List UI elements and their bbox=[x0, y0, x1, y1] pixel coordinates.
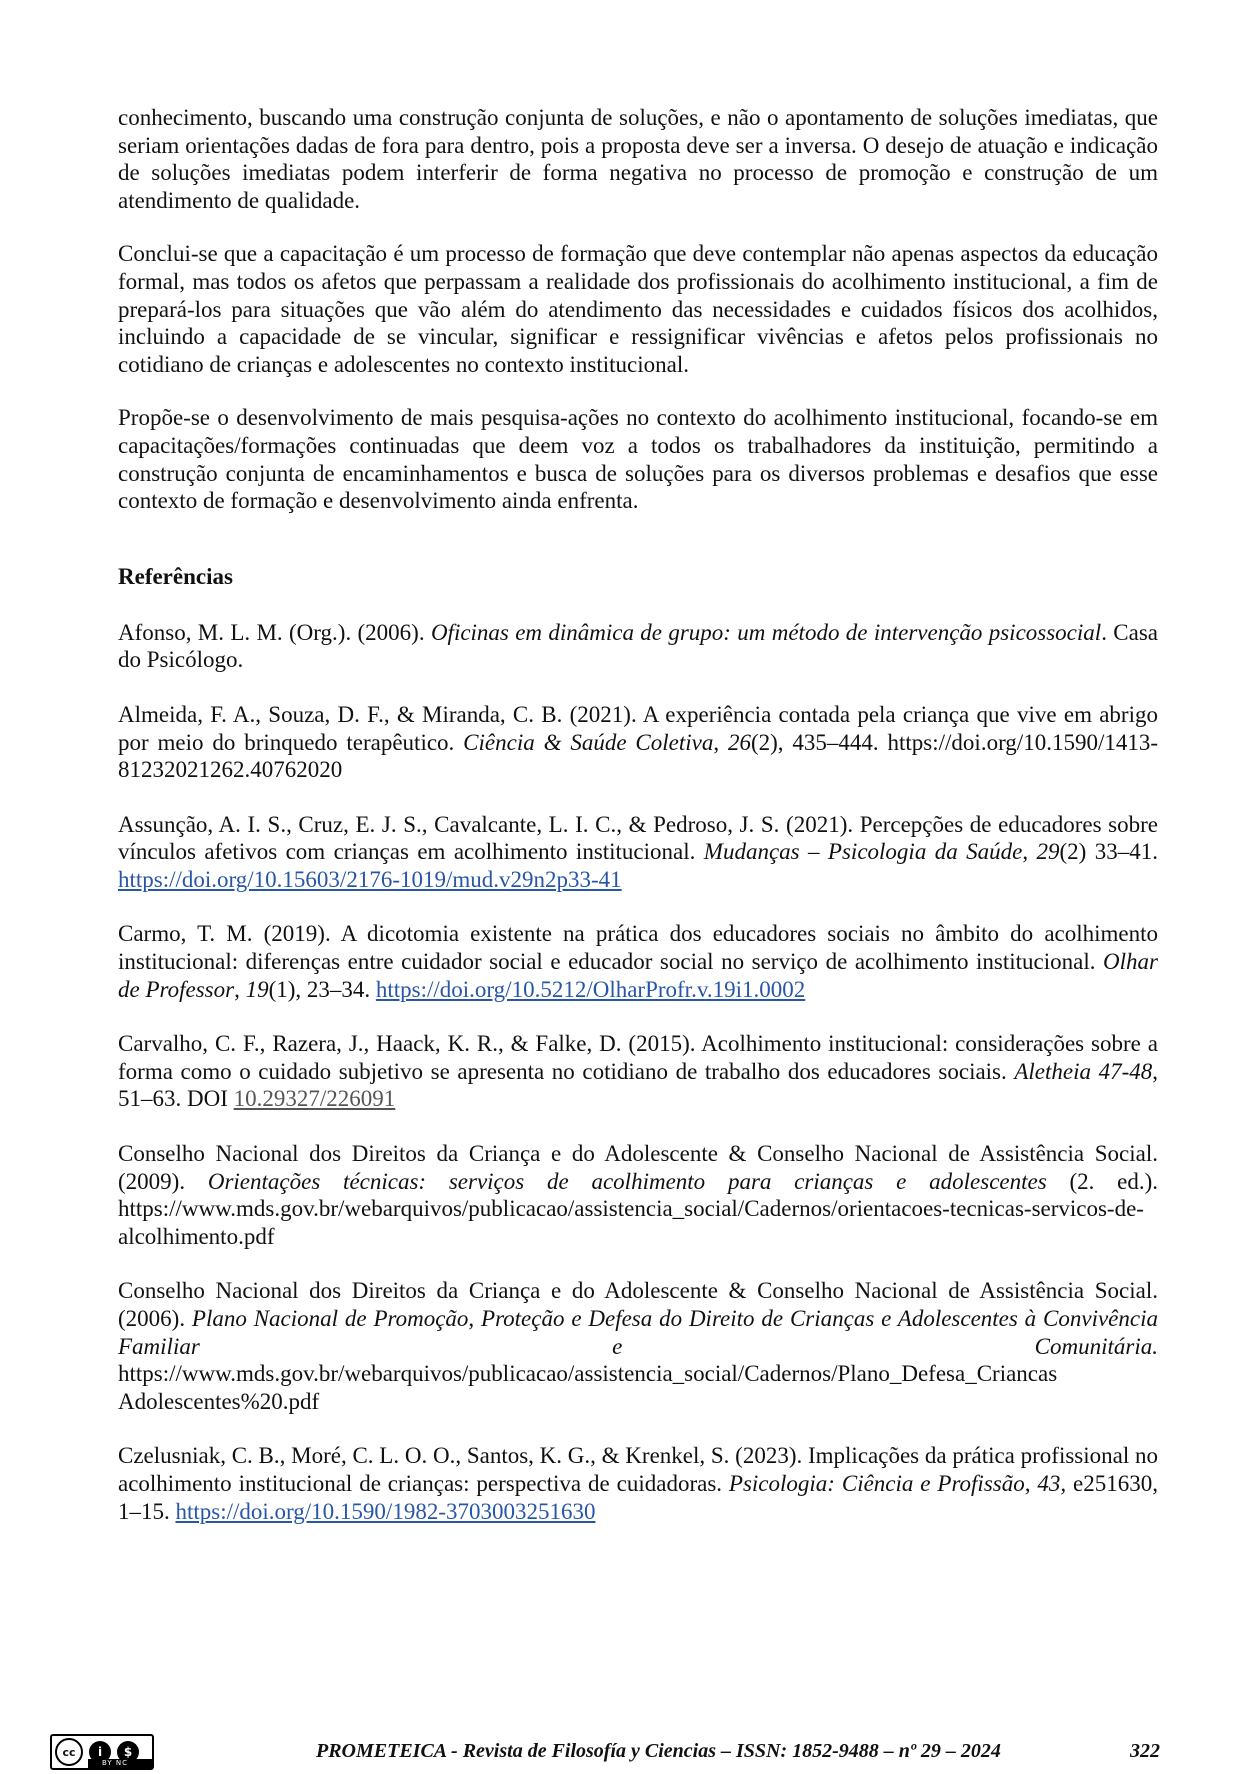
doi-link[interactable]: https://doi.org/10.1590/1982-3703003251630 bbox=[175, 1498, 596, 1524]
reference-item: Assunção, A. I. S., Cruz, E. J. S., Cavalcante, L. I. C., & Pedroso, J. S. (2021). Percepções de educadores sobre vínculos afetivos com crianças em acolhimento institucional. Mudanças – Psicologia da Saúde, 29(2) 33–41. https://doi.org/10.15603/2176-1019/mud.v29n2p33-41 bbox=[118, 811, 1158, 892]
reference-item: Conselho Nacional dos Direitos da Criança e do Adolescente & Conselho Nacional de Assistência Social. (2009). Orientações técnicas: serviços de acolhimento para crianças e adolescentes (2. ed.). https://www.mds.gov.br/webarquivos/publicacao/assistencia_social/Cadernos/orientacoes-tecnicas-servicos-de-alcolhimento.pdf bbox=[118, 1141, 1159, 1249]
doi-link[interactable]: https://doi.org/10.5212/OlharProfr.v.19i1.0002 bbox=[375, 976, 806, 1002]
reference-item: Czelusniak, C. B., Moré, C. L. O. O., Santos, K. G., & Krenkel, S. (2023). Implicações da prática profissional no acolhimento institucional de crianças: perspectiva de cuidadoras. Psicologia: Ciência e Profissão, 43, e251630, 1–15. https://doi.org/10.1590/1982-3703003251630 bbox=[118, 1443, 1158, 1524]
page-footer bbox=[50, 1734, 1160, 1774]
reference-item: Carvalho, C. F., Razera, J., Haack, K. R., & Falke, D. (2015). Acolhimento institucional: considerações sobre a forma como o cuidado subjetivo se apresenta no cotidiano de trabalho dos educadores sociais. Aletheia 47-48, 51–63. DOI 10.29327/226091 bbox=[118, 1031, 1158, 1112]
body-paragraph-3: Propõe-se o desenvolvimento de mais pesquisa-ações no contexto do acolhimento institucional, focando-se em capacitações/formações continuadas que deem voz a todos os trabalhadores da instituição, permitindo a construção conjunta de encaminhamentos e busca de soluções para os diversos problemas e desafios que esse contexto de formação e desenvolvimento ainda enfrenta. bbox=[118, 405, 1158, 514]
reference-item: Afonso, M. L. M. (Org.). (2006). Oficinas em dinâmica de grupo: um método de intervenção psicossocial. Casa do Psicólogo. bbox=[118, 619, 1158, 673]
page-content bbox=[118, 104, 1158, 1552]
reference-item: Conselho Nacional dos Direitos da Criança e do Adolescente & Conselho Nacional de Assistência Social. (2006). Plano Nacional de Promoção, Proteção e Defesa do Direito de Crianças e Adolescentes à Convivência Familiar e Comunitária. https://www.mds.gov.br/webarquivos/publicacao/assistencia_social/Cadernos/Plano_Defesa_Criancas Adolescentes%20.pdf bbox=[118, 1278, 1158, 1414]
reference-item: Almeida, F. A., Souza, D. F., & Miranda, C. B. (2021). A experiência contada pela criança que vive em abrigo por meio do brinquedo terapêutico. Ciência & Saúde Coletiva, 26(2), 435–444. https://doi.org/10.1590/1413-81232021262.40762020 bbox=[118, 701, 1158, 783]
creative-commons-license-icon bbox=[50, 1734, 154, 1770]
license-label: BY NC bbox=[88, 1759, 152, 1768]
references-heading: Referências bbox=[118, 563, 233, 589]
by-person-icon: i bbox=[89, 1741, 111, 1763]
body-paragraph-1: conhecimento, buscando uma construção conjunta de soluções, e não o apontamento de soluções imediatas, que seriam orientações dadas de fora para dentro, pois a proposta deve ser a inversa. O desejo de atuação e indicação de soluções imediatas podem interferir de forma negativa no processo de promoção e construção de um atendimento de qualidade. bbox=[118, 105, 1158, 213]
page-number: 322 bbox=[1130, 1740, 1160, 1762]
journal-citation: PROMETEICA - Revista de Filosofía y Ciencias – ISSN: 1852-9488 – nº 29 – 2024 bbox=[316, 1740, 1001, 1762]
doi-link[interactable]: https://doi.org/10.15603/2176-1019/mud.v29n2p33-41 bbox=[118, 866, 622, 892]
body-paragraph-2: Conclui-se que a capacitação é um processo de formação que deve contemplar não apenas aspectos da educação formal, mas todos os afetos que perpassam a realidade dos profissionais do acolhimento institucional, a fim de prepará-los para situações que vão além do atendimento das necessidades e cuidados físicos dos acolhidos, incluindo a capacidade de se vincular, significar e ressignificar vivências e afetos pelos profissionais no cotidiano de crianças e adolescentes no contexto institucional. bbox=[118, 241, 1158, 377]
noncommercial-icon: $ bbox=[117, 1741, 139, 1763]
reference-item: Carmo, T. M. (2019). A dicotomia existente na prática dos educadores sociais no âmbito do acolhimento institucional: diferenças entre cuidador social e educador social no serviço de acolhimento institucional. Olhar de Professor, 19(1), 23–34. https://doi.org/10.5212/OlharProfr.v.19i1.0002 bbox=[118, 921, 1158, 1002]
doi-link[interactable]: 10.29327/226091 bbox=[233, 1086, 396, 1112]
cc-icon: cc bbox=[55, 1738, 83, 1766]
